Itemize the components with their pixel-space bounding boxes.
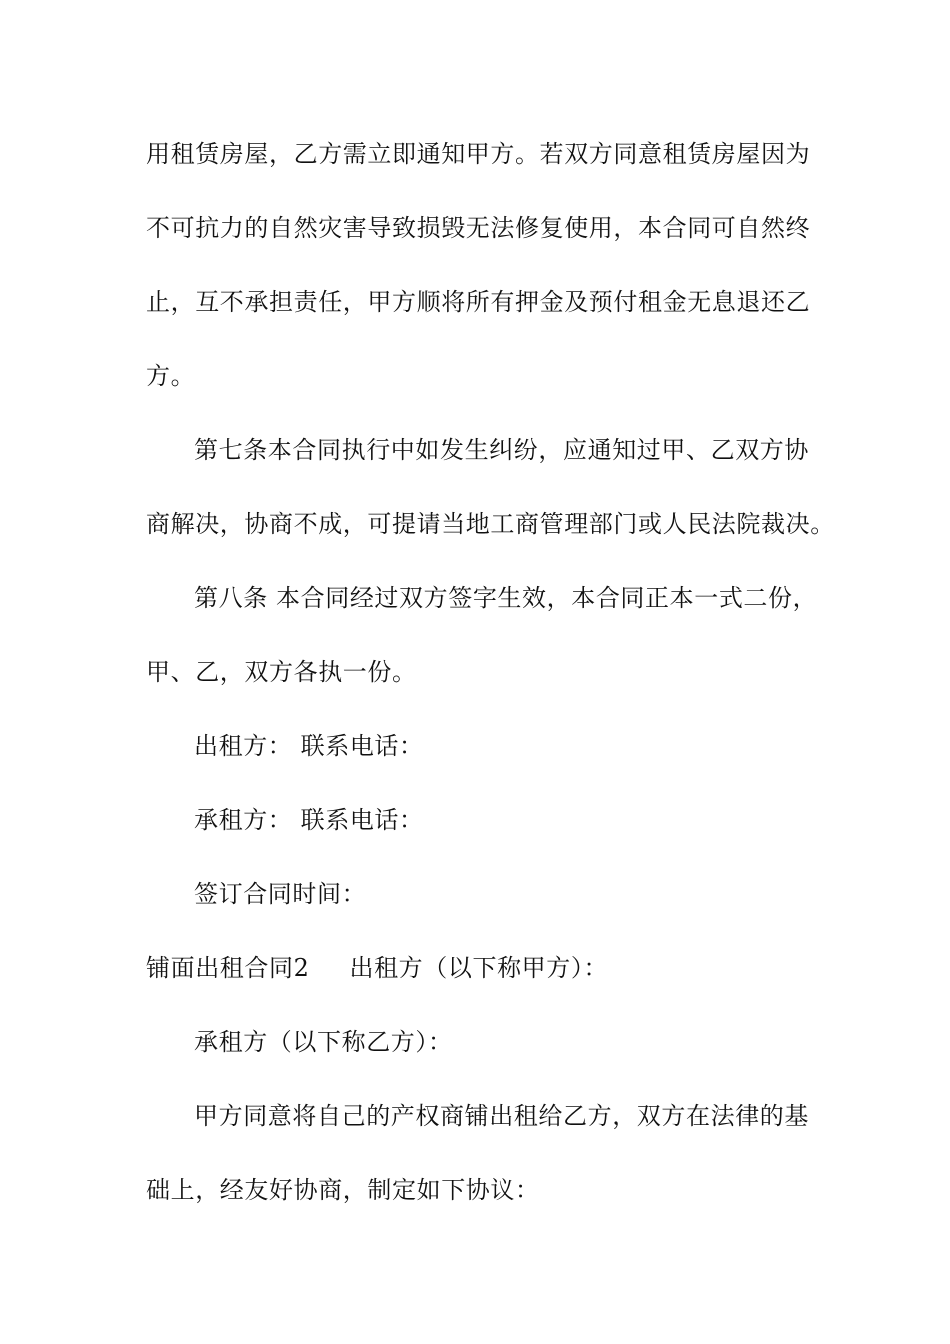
contract-title: 铺面出租合同2 bbox=[146, 954, 310, 982]
signing-date-line: 签订合同时间： bbox=[194, 880, 367, 908]
text-line: 甲方同意将自己的产权商铺出租给乙方，双方在法律的基 bbox=[194, 1102, 809, 1130]
text-line: 商解决，协商不成，可提请当地工商管理部门或人民法院裁决。 bbox=[146, 510, 835, 538]
text-line: 不可抗力的自然灾害导致损毁无法修复使用，本合同可自然终 bbox=[146, 214, 811, 242]
lessee-signature-line: 承租方： 联系电话： bbox=[194, 806, 424, 834]
lessor-signature-line: 出租方： 联系电话： bbox=[194, 732, 424, 760]
text-line-article-7: 第七条本合同执行中如发生纠纷，应通知过甲、乙双方协 bbox=[194, 436, 809, 464]
text-line: 甲、乙，双方各执一份。 bbox=[146, 658, 417, 686]
text-line-article-8: 第八条 本合同经过双方签字生效，本合同正本一式二份， bbox=[194, 584, 818, 612]
lessee-party-label: 承租方（以下称乙方）： bbox=[194, 1028, 453, 1056]
lessor-party-label: 出租方（以下称甲方）： bbox=[349, 954, 609, 982]
text-line: 用租赁房屋，乙方需立即通知甲方。若双方同意租赁房屋因为 bbox=[146, 140, 811, 168]
text-line: 方。 bbox=[146, 362, 196, 390]
text-line: 止，互不承担责任，甲方顺将所有押金及预付租金无息退还乙 bbox=[146, 288, 811, 316]
contract-heading bbox=[146, 952, 816, 984]
text-line: 础上，经友好协商，制定如下协议： bbox=[146, 1176, 540, 1204]
